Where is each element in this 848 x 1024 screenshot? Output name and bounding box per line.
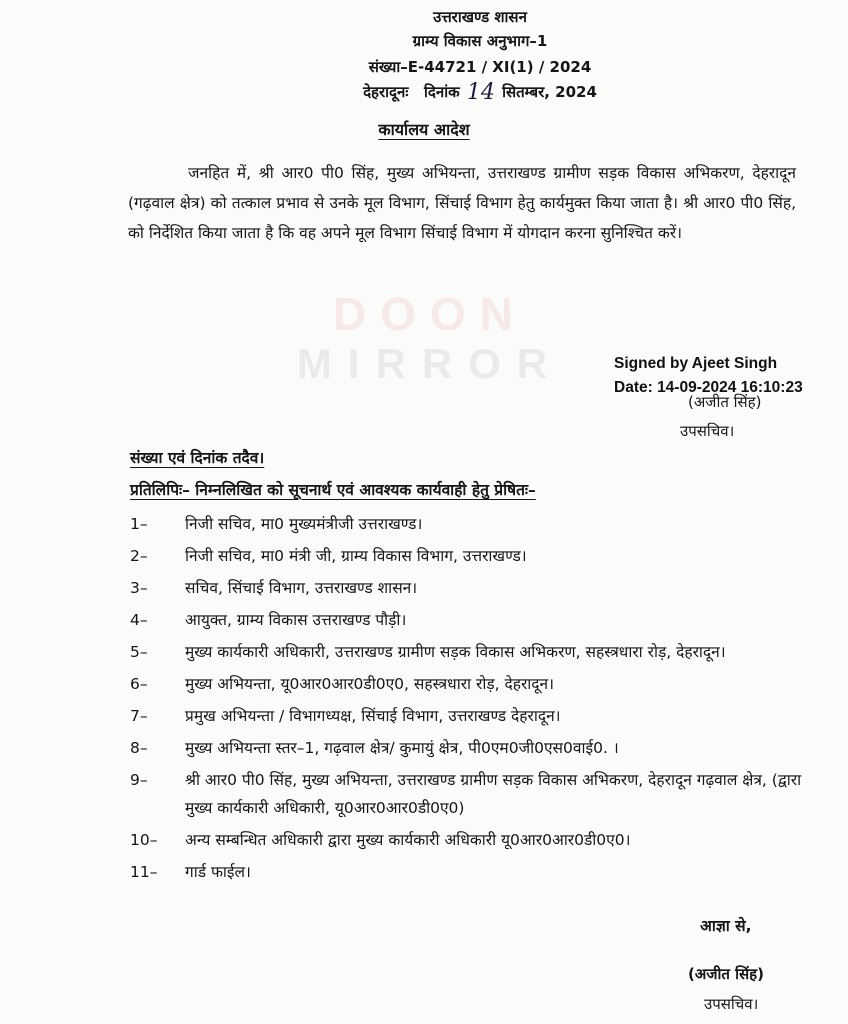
list-item-number: 9– (130, 771, 148, 789)
closing-farewell: आज्ञा से, (700, 917, 752, 935)
header-date-label: दिनांक (424, 83, 460, 101)
closing-signatory-name: (अजीत सिंह) (688, 965, 764, 983)
list-item (130, 542, 810, 570)
digital-signature-signer: Signed by Ajeet Singh (614, 355, 778, 372)
list-item-number: 11– (130, 863, 158, 881)
list-item (130, 858, 810, 886)
header-date-day-handwritten: 14 (466, 80, 495, 105)
list-item (130, 510, 810, 538)
header-reference-number: संख्या–E-44721 / XI(1) / 2024 (368, 58, 592, 76)
watermark (280, 288, 580, 398)
list-item-text: अन्य सम्बन्धित अधिकारी द्वारा मुख्य कार्यकारी अधिकारी यू0आर0आर0डी0ए0। (185, 831, 631, 849)
recipient-list (130, 510, 810, 890)
header-place: देहरादूनः (363, 83, 409, 101)
order-body: जनहित में, श्री आर0 पी0 सिंह, मुख्य अभियन्ता, उत्तराखण्ड ग्रामीण सड़क विकास अभिकरण, देहरादून (गढ़वाल क्षेत्र) को तत्काल प्रभाव से उनके मूल विभाग, सिंचाई विभाग हेतु कार्यमुक्त किया जाता है। श्री आर0 पी0 सिंह, को निर्देशित किया जाता है कि वह अपने मूल विभाग सिंचाई विभाग में योगदान करना सुनिश्चित करें। (128, 164, 796, 242)
list-item-number: 2– (130, 547, 148, 565)
header-government: उत्तराखण्ड शासन (433, 8, 527, 26)
list-item-number: 8– (130, 739, 148, 757)
digital-signature-date: Date: 14-09-2024 16:10:23 (614, 379, 803, 396)
watermark-line2: MIRROR (296, 340, 564, 387)
list-item-text: मुख्य अभियन्ता, यू0आर0आर0डी0ए0, सहस्त्रधारा रोड़, देहरादून। (185, 675, 555, 693)
list-item (130, 670, 810, 698)
list-item-text: निजी सचिव, मा0 मुख्यमंत्रीजी उत्तराखण्ड। (185, 515, 423, 533)
list-item-text: गार्ड फाईल। (185, 863, 251, 881)
header-place-date (300, 81, 660, 104)
list-item-number: 10– (130, 831, 158, 849)
list-item-number: 3– (130, 579, 148, 597)
header-section: ग्राम्य विकास अनुभाग–1 (412, 32, 548, 50)
list-item (130, 606, 810, 634)
reference-line: संख्या एवं दिनांक तदैव। (130, 449, 265, 467)
list-item-number: 1– (130, 515, 148, 533)
order-title: कार्यालय आदेश (378, 120, 470, 139)
list-item (130, 766, 810, 822)
list-item (130, 638, 810, 666)
list-item (130, 734, 810, 762)
list-item-text: मुख्य अभियन्ता स्तर–1, गढ़वाल क्षेत्र/ कुमायुं क्षेत्र, पी0एम0जी0एस0वाई0. । (185, 739, 619, 757)
list-item-number: 6– (130, 675, 148, 693)
list-item-number: 4– (130, 611, 148, 629)
list-item-number: 7– (130, 707, 148, 725)
list-item (130, 574, 810, 602)
list-item-text: निजी सचिव, मा0 मंत्री जी, ग्राम्य विकास विभाग, उत्तराखण्ड। (185, 547, 527, 565)
header-date-rest: सितम्बर, 2024 (502, 83, 597, 101)
list-item-text: श्री आर0 पी0 सिंह, मुख्य अभियन्ता, उत्तराखण्ड ग्रामीण सड़क विकास अभिकरण, देहरादून गढ़वाल क्षेत्र, (द्वारा मुख्य कार्यकारी अधिकारी, यू0आर0आर0डी0ए0) (185, 771, 802, 817)
list-item-text: आयुक्त, ग्राम्य विकास उत्तराखण्ड पौड़ी। (185, 611, 407, 629)
list-item-text: प्रमुख अभियन्ता / विभागध्यक्ष, सिंचाई विभाग, उत्तराखण्ड देहरादून। (185, 707, 561, 725)
watermark-line1: DOON (333, 288, 527, 340)
signatory-name: (अजीत सिंह) (688, 393, 762, 411)
list-item (130, 702, 810, 730)
signatory-designation: उपसचिव। (680, 422, 735, 440)
list-item-text: मुख्य कार्यकारी अधिकारी, उत्तराखण्ड ग्रामीण सड़क विकास अभिकरण, सहस्त्रधारा रोड़, देहरादून। (185, 643, 726, 661)
list-item-text: सचिव, सिंचाई विभाग, उत्तराखण्ड शासन। (185, 579, 418, 597)
copy-to-heading: प्रतिलिपिः– निम्नलिखित को सूचनार्थ एवं आवश्यक कार्यवाही हेतु प्रेषितः– (130, 481, 536, 499)
closing-signatory-designation: उपसचिव। (704, 995, 759, 1013)
list-item-number: 5– (130, 643, 148, 661)
list-item (130, 826, 810, 854)
